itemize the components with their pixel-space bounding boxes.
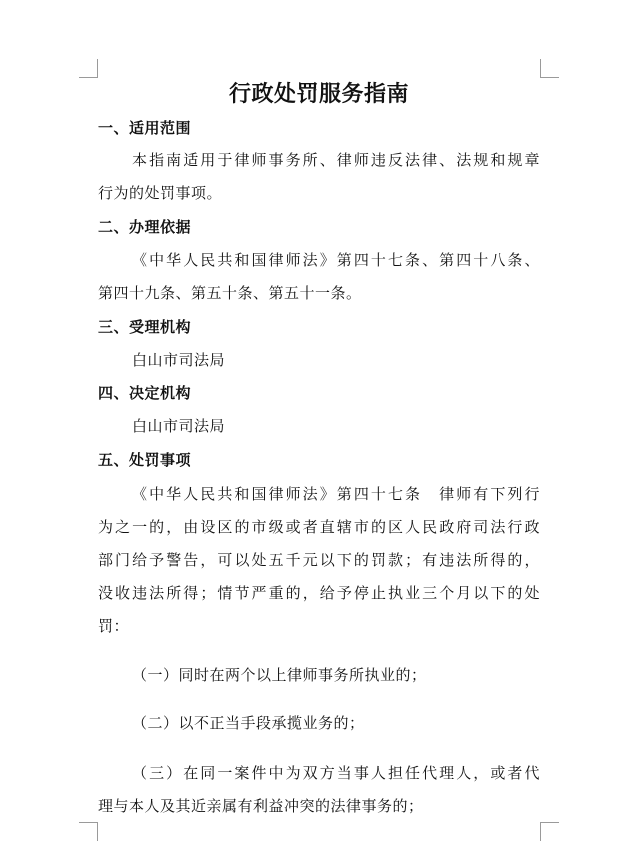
paragraph-line: 为之一的，由设区的市级或者直辖市的区人民政府司法行政 (98, 518, 540, 536)
paragraph-line: 白山市司法局 (132, 351, 226, 369)
section-heading: 四、决定机构 (98, 384, 192, 402)
list-item: （一）同时在两个以上律师事务所执业的； (132, 666, 427, 684)
paragraph-line: 罚： (98, 617, 130, 635)
paragraph-line: 《中华人民共和国律师法》第四十七条、第四十八条、 (132, 251, 540, 269)
section-heading: 五、处罚事项 (98, 451, 192, 469)
paragraph-line: 本指南适用于律师事务所、律师违反法律、法规和规章 (132, 151, 540, 169)
paragraph-line: 第四十九条、第五十条、第五十一条。 (98, 284, 362, 302)
section-heading: 一、适用范围 (98, 119, 192, 137)
paragraph-line: 白山市司法局 (132, 417, 226, 435)
list-item: （二）以不正当手段承揽业务的； (132, 714, 365, 732)
paragraph-line: 没收违法所得；情节严重的，给予停止执业三个月以下的处 (98, 584, 540, 602)
crop-mark-bottom-left (79, 822, 98, 841)
crop-mark-bottom-right (540, 822, 559, 841)
section-heading: 三、受理机构 (98, 318, 192, 336)
paragraph-line: 《中华人民共和国律师法》第四十七条 律师有下列行 (132, 485, 540, 503)
paragraph-line: 部门给予警告，可以处五千元以下的罚款；有违法所得的， (98, 551, 540, 569)
paragraph-line: 行为的处罚事项。 (98, 184, 223, 202)
section-heading: 二、办理依据 (98, 218, 192, 236)
list-item-continuation: 理与本人及其近亲属有利益冲突的法律事务的； (98, 797, 424, 815)
list-item: （三）在同一案件中为双方当事人担任代理人，或者代 (132, 764, 540, 782)
crop-mark-top-right (540, 59, 559, 78)
crop-mark-top-left (79, 59, 98, 78)
document-title: 行政处罚服务指南 (228, 81, 409, 107)
